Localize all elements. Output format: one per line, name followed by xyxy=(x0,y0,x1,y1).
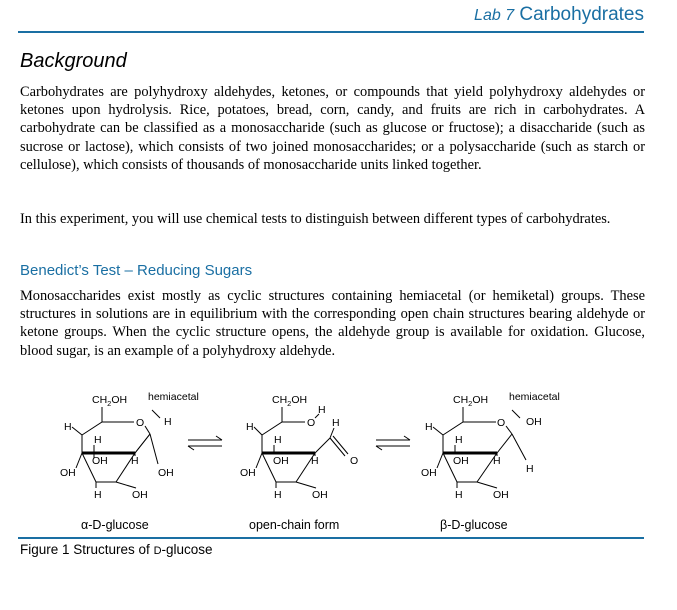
svg-text:OH: OH xyxy=(493,489,509,501)
open-chain-label: open-chain form xyxy=(249,518,340,532)
background-heading: Background xyxy=(20,50,127,72)
svg-text:H: H xyxy=(526,463,534,475)
benedict-heading: Benedict’s Test – Reducing Sugars xyxy=(20,262,253,279)
svg-text:O: O xyxy=(136,417,145,429)
svg-text:OH: OH xyxy=(132,489,148,501)
svg-text:H: H xyxy=(318,404,326,416)
svg-text:OH: OH xyxy=(60,467,76,479)
running-header xyxy=(474,4,644,26)
header-rule xyxy=(18,31,644,33)
figure-caption: Figure 1 Structures of D-glucose xyxy=(20,542,213,557)
glucose-structures-drawing xyxy=(0,380,677,520)
svg-text:O: O xyxy=(307,417,316,429)
beta-glucose-structure xyxy=(421,391,560,501)
figure-rule xyxy=(18,537,644,539)
svg-text:H: H xyxy=(332,417,340,429)
svg-text:OH: OH xyxy=(526,416,542,428)
background-paragraph-2: In this experiment, you will use chemical tests to distinguish between different types of carbohydrates. xyxy=(20,211,611,227)
svg-text:H: H xyxy=(94,434,102,446)
svg-text:H: H xyxy=(455,489,463,501)
open-chain-ch2oh-label: $CH_2OH$ xyxy=(272,394,308,408)
svg-text:H: H xyxy=(246,421,254,433)
benedict-paragraph: Monosaccharides exist mostly as cyclic structures containing hemiacetal (or hemiketal) groups. These structures in solutions are in equilibrium with the corresponding open chain structures bearing aldehyde or ketone groups. When the cyclic structure opens, the aldehyde group is available for oxidation. Glucose, blood sugar, is an example of a polyhydroxy aldehyde. xyxy=(20,288,645,359)
alpha-glucose-label: α-D-glucose xyxy=(81,518,149,532)
svg-text:OH: OH xyxy=(421,467,437,479)
beta-ch2oh-label: $CH_2OH$ xyxy=(453,394,489,408)
svg-text:H: H xyxy=(455,434,463,446)
svg-text:H: H xyxy=(131,455,139,467)
alpha-glucose-structure xyxy=(60,391,199,501)
svg-text:O: O xyxy=(497,417,506,429)
svg-text:OH: OH xyxy=(240,467,256,479)
svg-text:H: H xyxy=(164,416,172,428)
svg-text:OH: OH xyxy=(158,467,174,479)
svg-text:H: H xyxy=(493,455,501,467)
alpha-hemiacetal-label: hemiacetal xyxy=(148,391,199,403)
background-paragraph-1: Carbohydrates are polyhydroxy aldehydes, ketones, or compounds that yield polyhydroxy aldehydes or ketones upon hydrolysis. Rice, potatoes, bread, corn, candy, and fruits are rich in carbohydrates. A carbohydrate can be classified as a monosaccharide (such as glucose or fructose); a disaccharide (such as sucrose or lactose), which consists of two joined monosaccharides; or a polysaccharide (such as starch or cellulose), which consists of thousands of monosaccharide units linked together. xyxy=(20,84,645,173)
equilibrium-arrow-1 xyxy=(188,436,222,450)
svg-text:O: O xyxy=(350,455,359,467)
svg-text:H: H xyxy=(311,455,319,467)
beta-hemiacetal-label: hemiacetal xyxy=(509,391,560,403)
svg-text:H: H xyxy=(274,489,282,501)
svg-text:H: H xyxy=(64,421,72,433)
lab-number: Lab 7 xyxy=(474,7,515,24)
beta-glucose-label: β-D-glucose xyxy=(440,518,508,532)
equilibrium-arrow-2 xyxy=(376,436,410,450)
svg-text:H: H xyxy=(94,489,102,501)
lab-title: Carbohydrates xyxy=(519,4,644,25)
svg-text:H: H xyxy=(425,421,433,433)
open-chain-structure xyxy=(240,394,358,501)
svg-text:OH: OH xyxy=(273,455,289,467)
svg-text:H: H xyxy=(274,434,282,446)
svg-text:OH: OH xyxy=(312,489,328,501)
svg-text:OH: OH xyxy=(92,455,108,467)
svg-text:OH: OH xyxy=(453,455,469,467)
alpha-ch2oh-label: $CH_2OH$ xyxy=(92,394,128,408)
